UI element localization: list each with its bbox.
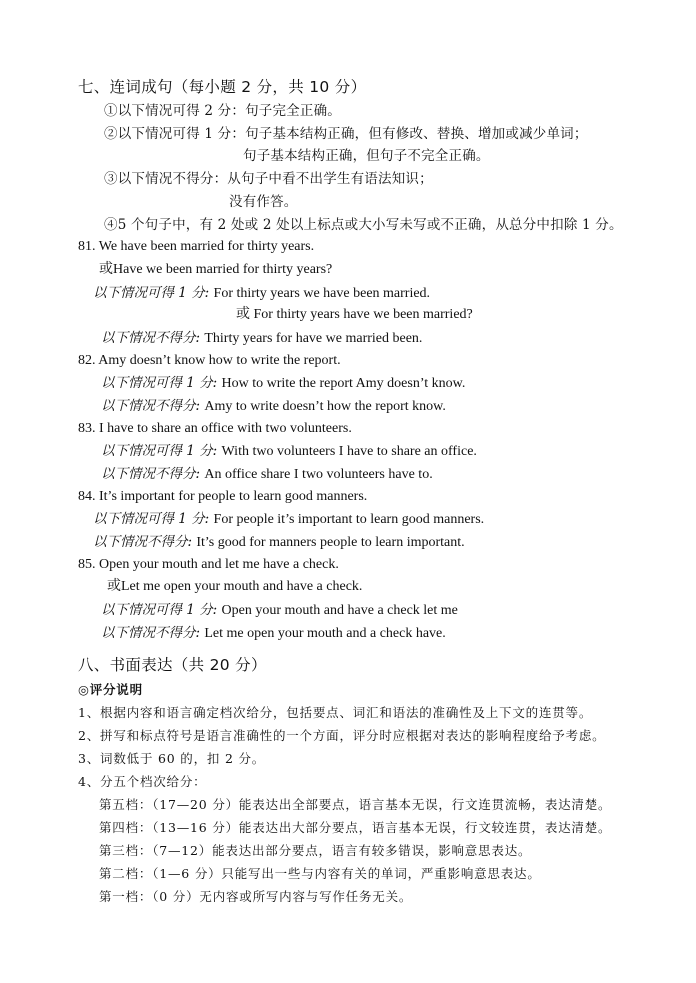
section8-p1: 1、根据内容和语言确定档次给分，包括要点、词汇和语法的准确性及上下文的连贯等。 [78, 705, 593, 720]
item82-question: 82. Amy doesn’t know how to write the report. [78, 353, 341, 368]
item81-alt [99, 260, 332, 280]
item83-zero [101, 464, 433, 485]
item84-partial-text: For people it’s important to learn good manners. [213, 512, 485, 527]
item85-partial [101, 600, 458, 621]
item81-zero-text: Thirty years for have we married been. [204, 331, 423, 346]
item82-partial [101, 373, 465, 394]
partial-label: 以下情况可得 1 分: [101, 443, 218, 459]
section7-rule1: ①以下情况可得 2 分：句子完全正确。 [104, 103, 341, 119]
item84-partial [93, 509, 484, 530]
section7-rule3a: ③以下情况不得分：从句子中看不出学生有语法知识； [104, 171, 433, 187]
item83-zero-text: An office share I two volunteers have to. [204, 467, 433, 482]
item82-zero [101, 396, 446, 417]
section8-subheading: ◎评分说明 [78, 682, 143, 697]
item85-partial-text: Open your mouth and have a check let me [221, 603, 458, 618]
or-label: 或 [236, 307, 250, 322]
section8-p3: 3、词数低于 60 的，扣 2 分。 [78, 751, 266, 766]
partial-label: 以下情况可得 1 分: [101, 602, 218, 618]
or-label: 或 [107, 579, 121, 594]
section7-rule2a: ②以下情况可得 1 分：句子基本结构正确，但有修改、替换、增加或减少单词； [104, 126, 588, 142]
partial-label: 以下情况可得 1 分: [101, 375, 218, 391]
section8-grade3: 第三档：（7—12）能表达出部分要点，语言有较多错误，影响意思表达。 [99, 843, 532, 858]
section8-p2: 2、拼写和标点符号是语言准确性的一个方面，评分时应根据对表达的影响程度给予考虑。 [78, 728, 606, 743]
section8-grade4: 第四档：（13—16 分）能表达出大部分要点，语言基本无误，行文较连贯，表达清楚。 [99, 820, 612, 835]
item83-question: 83. I have to share an office with two volunteers. [78, 421, 352, 436]
item85-question: 85. Open your mouth and let me have a check. [78, 557, 339, 572]
section8-grade1: 第一档：（0 分）无内容或所写内容与写作任务无关。 [99, 889, 413, 904]
item82-zero-text: Amy to write doesn’t how the report know. [204, 399, 446, 414]
item83-partial-text: With two volunteers I have to share an office. [221, 444, 477, 459]
item81-partial-alt [236, 305, 473, 325]
zero-label: 以下情况不得分: [101, 398, 201, 414]
item85-zero [101, 623, 446, 644]
item81-partial-text: For thirty years we have been married. [213, 286, 431, 301]
item84-question: 84. It’s important for people to learn good manners. [78, 489, 368, 504]
zero-label: 以下情况不得分: [93, 534, 193, 550]
item82-partial-text: How to write the report Amy doesn’t know. [221, 376, 466, 391]
item81-question: 81. We have been married for thirty years. [78, 239, 315, 254]
section7-rule4: ④5 个句子中，有 2 处或 2 处以上标点或大小写未写或不正确，从总分中扣除 1 分。 [104, 217, 623, 233]
item85-alt [107, 577, 362, 597]
zero-label: 以下情况不得分: [101, 330, 201, 346]
item84-zero [93, 532, 465, 553]
item81-partial [93, 283, 430, 304]
item81-partial-alt-text: For thirty years have we been married? [253, 307, 473, 322]
section7-heading: 七、连词成句（每小题 2 分，共 10 分） [78, 78, 367, 96]
item81-alt-text: Have we been married for thirty years? [113, 262, 333, 277]
section8-heading: 八、书面表达（共 20 分） [78, 656, 267, 674]
zero-label: 以下情况不得分: [101, 466, 201, 482]
partial-label: 以下情况可得 1 分: [93, 285, 210, 301]
section8-grade2: 第二档：（1—6 分）只能写出一些与内容有关的单词，严重影响意思表达。 [99, 866, 541, 881]
partial-label: 以下情况可得 1 分: [93, 511, 210, 527]
item84-zero-text: It’s good for manners people to learn important. [196, 535, 465, 550]
section8-grade5: 第五档：（17—20 分）能表达出全部要点，语言基本无误，行文连贯流畅，表达清楚。 [99, 797, 612, 812]
zero-label: 以下情况不得分: [101, 625, 201, 641]
item81-zero [101, 328, 422, 349]
item83-partial [101, 441, 477, 462]
section7-rule3b: 没有作答。 [229, 194, 298, 210]
section8-p4: 4、分五个档次给分： [78, 774, 207, 789]
item85-zero-text: Let me open your mouth and a check have. [204, 626, 446, 641]
or-label: 或 [99, 262, 113, 277]
item85-alt-text: Let me open your mouth and have a check. [121, 579, 363, 594]
section7-rule2b: 句子基本结构正确，但句子不完全正确。 [243, 148, 490, 164]
